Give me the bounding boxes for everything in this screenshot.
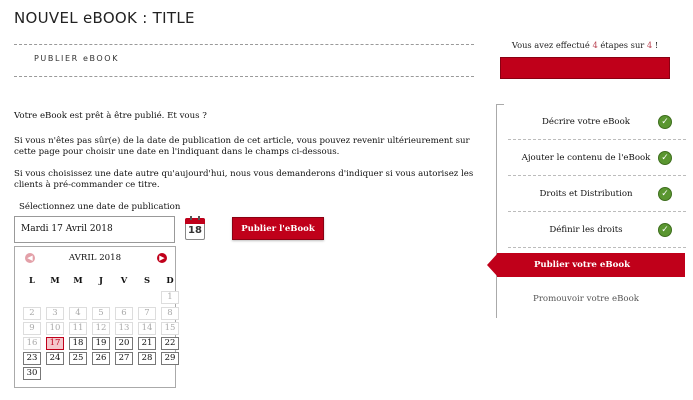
calendar-day[interactable]: 18 — [69, 337, 87, 350]
calendar-day: 2 — [23, 307, 41, 320]
calendar-day: 7 — [138, 307, 156, 320]
calendar-day: 15 — [161, 322, 179, 335]
calendar-day[interactable]: 26 — [92, 352, 110, 365]
check-icon: ✓ — [658, 115, 672, 129]
check-icon: ✓ — [658, 223, 672, 237]
calendar-day: 12 — [92, 322, 110, 335]
calendar-day[interactable]: 30 — [23, 367, 41, 380]
calendar-day: 6 — [115, 307, 133, 320]
check-icon: ✓ — [658, 151, 672, 165]
weekday-label: M — [50, 275, 60, 285]
calendar-icon-day: 18 — [188, 225, 202, 236]
calendar-month: AVRIL 2018 — [68, 253, 122, 263]
calendar-icon-rings — [190, 216, 200, 220]
calendar-day: 13 — [115, 322, 133, 335]
unsure-text: Si vous n'êtes pas sûr(e) de la date de publication de cet article, vous pouvez revenir ultérieurement sur cette page pour choisir une date en l'indiquant dans le champs ci-dessous. — [14, 136, 470, 157]
step-label: Ajouter le contenu de l'eBook — [521, 153, 651, 163]
weekday-label: M — [73, 275, 83, 285]
weekday-label: L — [29, 275, 35, 285]
progress-middle: étapes sur — [600, 40, 645, 50]
calendar-day: 10 — [46, 322, 64, 335]
calendar-day[interactable]: 25 — [69, 352, 87, 365]
title-divider — [14, 44, 474, 45]
calendar-day[interactable]: 23 — [23, 352, 41, 365]
calendar-day: 5 — [92, 307, 110, 320]
calendar-day[interactable]: 20 — [115, 337, 133, 350]
progress-done: 4 — [592, 40, 598, 50]
step-promote[interactable]: Promouvoir votre eBook — [533, 294, 639, 304]
calendar-day[interactable]: 28 — [138, 352, 156, 365]
progress-suffix: ! — [654, 40, 659, 50]
progress-text — [500, 40, 670, 50]
calendar-day: 1 — [161, 291, 179, 304]
check-icon: ✓ — [658, 187, 672, 201]
date-label: Sélectionnez une date de publication — [19, 202, 181, 212]
calendar-day: 11 — [69, 322, 87, 335]
publication-date-input[interactable]: Mardi 17 Avril 2018 — [14, 216, 175, 243]
step-label: Définir les droits — [549, 225, 623, 235]
calendar-day-selected[interactable]: 17 — [46, 337, 64, 350]
weekday-label: V — [120, 275, 128, 285]
publish-ebook-button[interactable]: Publier l'eBook — [232, 217, 324, 240]
calendar-day[interactable]: 27 — [115, 352, 133, 365]
calendar-day[interactable]: 29 — [161, 352, 179, 365]
calendar-day: 3 — [46, 307, 64, 320]
next-month-icon[interactable]: ▶ — [157, 253, 167, 263]
progress-total: 4 — [646, 40, 653, 50]
weekday-label: D — [166, 275, 174, 285]
weekday-label: J — [99, 275, 103, 285]
step-content[interactable] — [500, 140, 686, 176]
date-calendar — [14, 246, 176, 388]
preorder-text: Si vous choisissez une date autre qu'aujourd'hui, nous vous demanderons d'indiquer si vous autorisez les clients à pré-commander ce titre. — [14, 169, 474, 190]
progress-bar — [500, 57, 670, 79]
ready-text: Votre eBook est prêt à être publié. Et vous ? — [14, 111, 207, 121]
page-title: NOUVEL eBOOK : TITLE — [14, 9, 195, 27]
calendar-day: 4 — [69, 307, 87, 320]
prev-month-icon[interactable]: ◀ — [25, 253, 35, 263]
calendar-day[interactable]: 19 — [92, 337, 110, 350]
progress-fill — [501, 58, 669, 78]
step-describe[interactable] — [500, 104, 686, 140]
calendar-day: 9 — [23, 322, 41, 335]
calendar-day[interactable]: 22 — [161, 337, 179, 350]
steps-border — [496, 104, 497, 318]
progress-prefix: Vous avez effectué — [511, 40, 590, 50]
calendar-day[interactable]: 24 — [46, 352, 64, 365]
step-divider — [508, 247, 686, 248]
calendar-day: 16 — [23, 337, 41, 350]
calendar-day[interactable]: 21 — [138, 337, 156, 350]
section-label: PUBLIER eBOOK — [34, 54, 120, 63]
calendar-icon[interactable] — [185, 218, 205, 240]
step-label: Décrire votre eBook — [542, 117, 630, 127]
weekday-label: S — [143, 275, 151, 285]
step-publish-active[interactable]: Publier votre eBook — [497, 253, 685, 277]
step-rights-distribution[interactable] — [500, 176, 686, 212]
step-define-rights[interactable] — [500, 212, 686, 248]
step-label: Droits et Distribution — [539, 189, 633, 199]
section-divider — [14, 76, 474, 77]
calendar-header — [15, 247, 175, 269]
calendar-day: 14 — [138, 322, 156, 335]
calendar-day: 8 — [161, 307, 179, 320]
